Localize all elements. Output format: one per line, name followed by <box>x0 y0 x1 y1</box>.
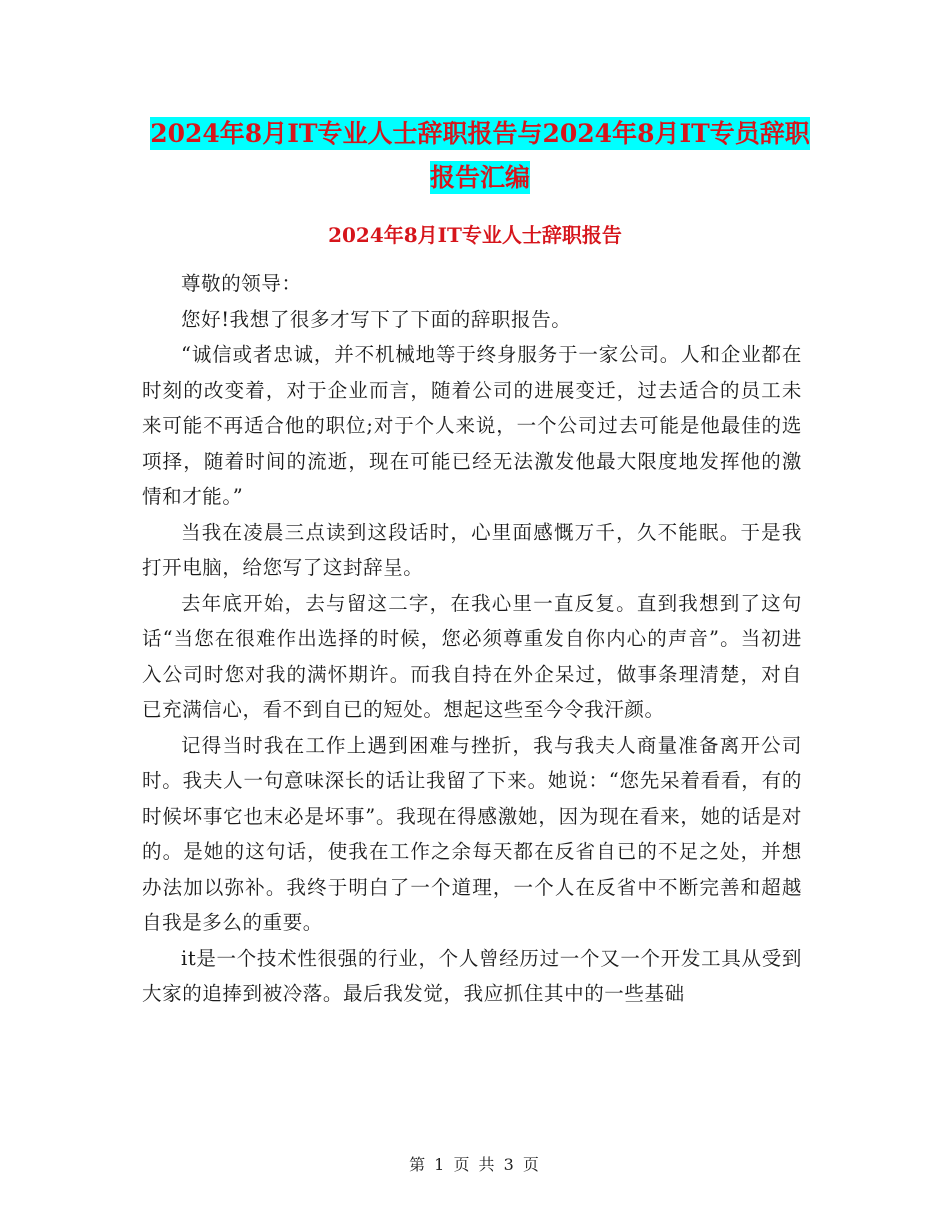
document-title <box>140 112 820 200</box>
paragraph: it是一个技术性很强的行业，个人曾经历过一个又一个开发工具从受到大家的追捧到被冷落。最后我发觉，我应抓住其中的一些基础 <box>142 946 802 1005</box>
paragraph: 当我在凌晨三点读到这段话时，心里面感慨万千，久不能眠。于是我打开电脑，给您写了这封辞呈。 <box>142 520 802 579</box>
paragraph: 去年底开始，去与留这二字，在我心里一直反复。直到我想到了这句话“当您在很难作出选择的时候，您必须尊重发自你内心的声音”。当初进入公司时您对我的满怀期许。而我自持在外企呆过，做事条理清楚，对自已充满信心，看不到自已的短处。想起这些至今令我汗颜。 <box>142 591 802 721</box>
page-footer: 第 1 页 共 3 页 <box>409 1155 541 1174</box>
paragraph: “诚信或者忠诚，并不机械地等于终身服务于一家公司。人和企业都在时刻的改变着，对于企业而言，随着公司的进展变迁，过去适合的员工未来可能不再适合他的职位;对于个人来说，一个公司过去可能是他最佳的选项择，随着时间的流逝，现在可能已经无法激发他最大限度地发挥他的激情和才能。” <box>142 343 802 508</box>
section-title: 2024年8月IT专业人士辞职报告 <box>328 223 622 247</box>
paragraph: 尊敬的领导： <box>181 272 302 295</box>
paragraph: 您好!我想了很多才写下了下面的辞职报告。 <box>181 307 572 331</box>
document-title-text: 2024年8月IT专业人士辞职报告与2024年8月IT专员辞职报告汇编 <box>150 119 810 192</box>
paragraph: 记得当时我在工作上遇到困难与挫折，我与我夫人商量准备离开公司时。我夫人一句意味深长的话让我留了下来。她说：“您先呆着看看，有的时候坏事它也末必是坏事”。我现在得感激她，因为现在看来，她的话是对的。是她的这句话，使我在工作之余每天都在反省自已的不足之处，并想办法加以弥补。我终于明白了一个道理，一个人在反省中不断完善和超越自我是多么的重要。 <box>142 733 802 934</box>
document-body <box>142 266 802 1012</box>
